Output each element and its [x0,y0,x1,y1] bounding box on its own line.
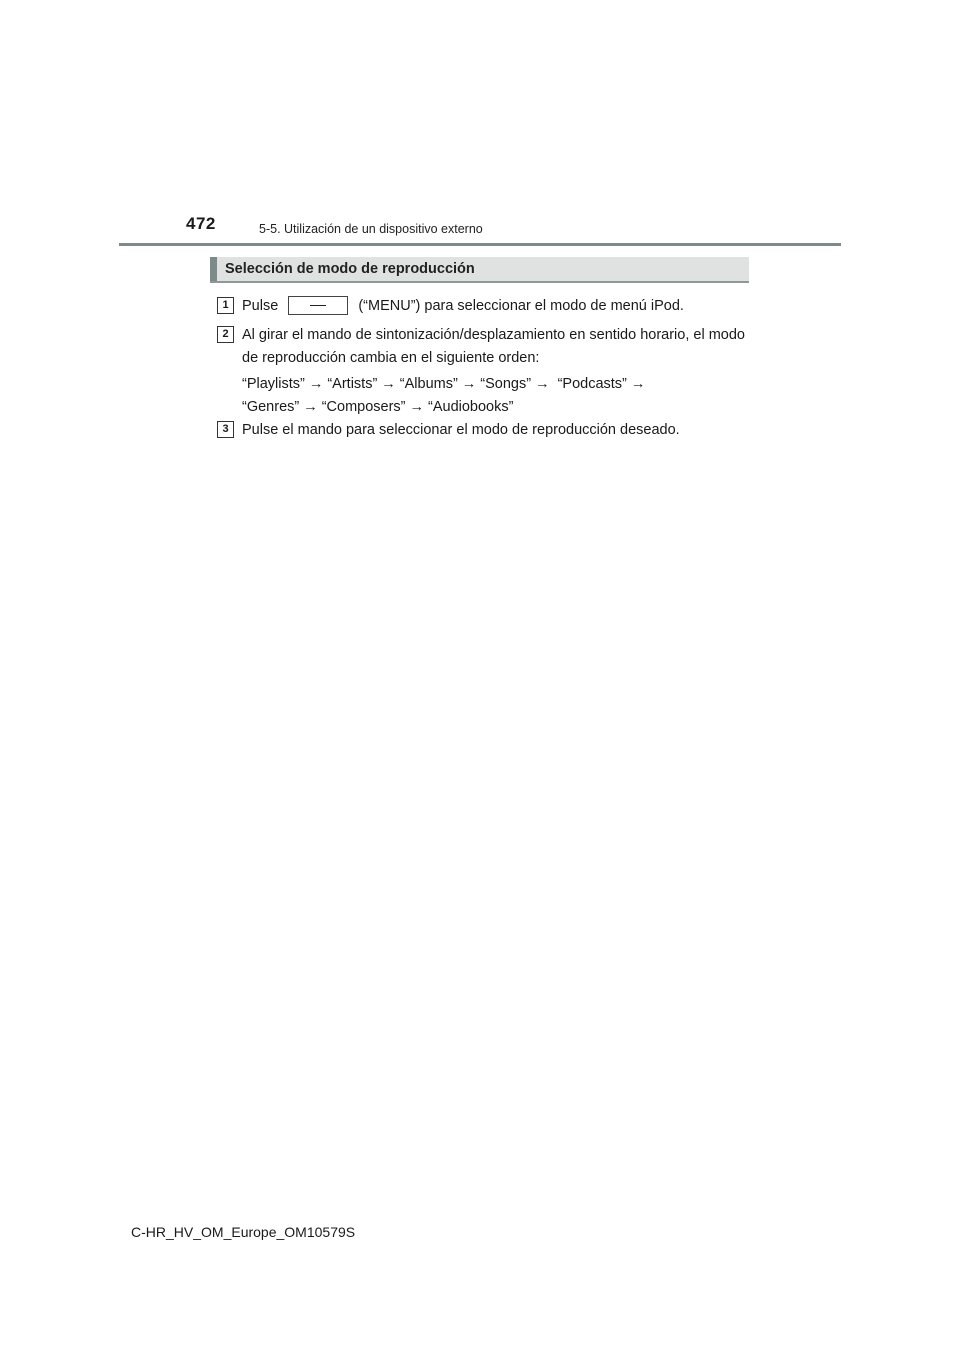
step-1-text-before: Pulse [242,298,279,314]
step-3-text: Pulse el mando para seleccionar el modo de reproducción deseado. [242,422,680,438]
arrow-right-icon: → [308,376,324,392]
step-badge-3: 3 [217,421,234,438]
arrow-right-icon: → [303,399,318,415]
arrow-right-icon: → [409,399,425,415]
page-number: 472 [186,214,216,233]
mode-podcasts: “Podcasts” [557,376,627,392]
arrow-right-icon: → [630,376,646,392]
menu-button-icon [288,296,348,315]
mode-artists: “Artists” [327,376,378,392]
step-1-text-after: (“MENU”) para seleccionar el modo de menú iPod. [358,298,684,314]
chapter-title: 5-5. Utilización de un dispositivo externo [259,222,483,236]
arrow-right-icon: → [461,376,477,392]
step-badge-1: 1 [217,297,234,314]
header-rule [119,243,841,246]
mode-genres: “Genres” [242,399,300,415]
mode-sequence-line-1 [242,373,649,396]
mode-albums: “Albums” [399,376,458,392]
arrow-right-icon: → [535,376,550,392]
mode-songs: “Songs” [480,376,532,392]
arrow-right-icon: → [381,376,396,392]
mode-playlists: “Playlists” [242,376,305,392]
mode-composers: “Composers” [321,399,406,415]
footer-document-id: C-HR_HV_OM_Europe_OM10579S [131,1224,356,1240]
step-badge-2: 2 [217,326,234,343]
mode-audiobooks: “Audiobooks” [428,399,514,415]
mode-sequence [242,373,649,419]
step-2-text: Al girar el mando de sintonización/desplazamiento en sentido horario, el modo de reproducción cambia en el siguiente orden: [242,327,745,366]
section-title: Selección de modo de reproducción [225,261,475,277]
step-1-text [242,295,684,318]
section-header [210,257,749,283]
mode-sequence-line-2 [242,396,649,419]
